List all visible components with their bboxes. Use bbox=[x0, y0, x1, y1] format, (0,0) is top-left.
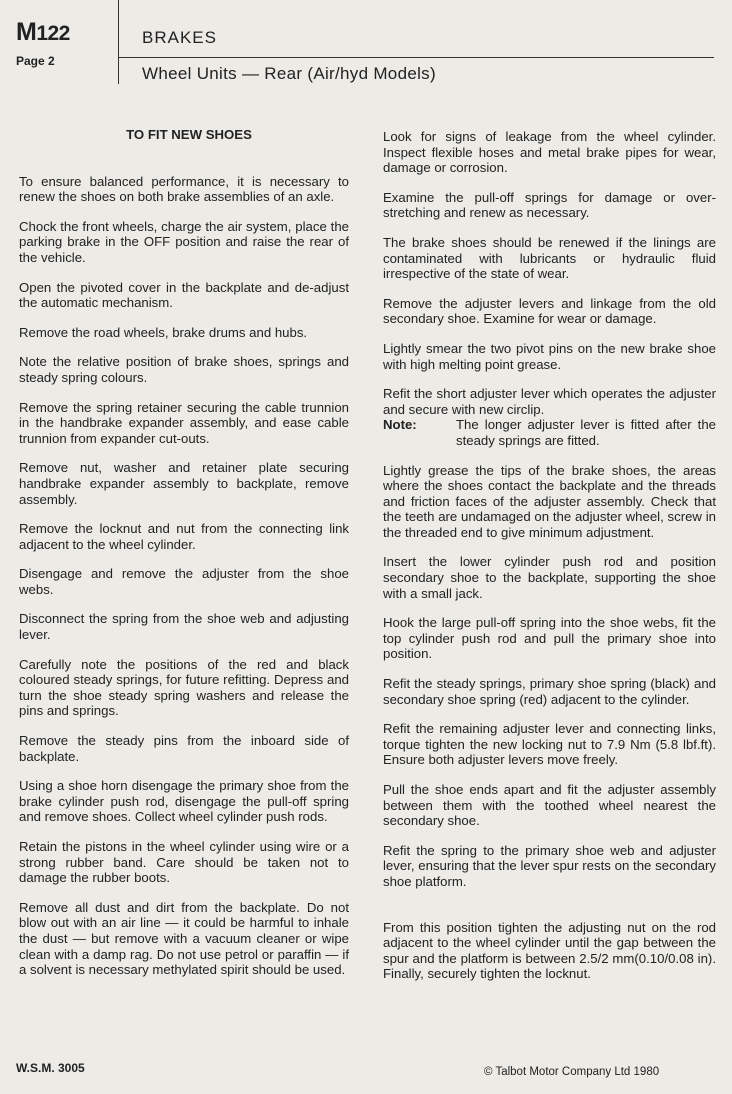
instruction-paragraph: Remove the spring retainer securing the cable trunnion in the handbrake expander assembly, and ease cable trunnion from expander cut-outs. bbox=[19, 399, 349, 446]
header-left-block bbox=[16, 18, 116, 68]
instruction-paragraph: Retain the pistons in the wheel cylinder using wire or a strong rubber band. Care should be taken not to damage the rubber boots. bbox=[19, 839, 349, 886]
instruction-paragraph: Refit the steady springs, primary shoe spring (black) and secondary shoe spring (red) adjacent to the cylinder. bbox=[383, 676, 716, 707]
instruction-paragraph: From this position tighten the adjusting nut on the rod adjacent to the wheel cylinder until the gap between the spur and the platform is between 2.5/2 mm(0.10/0.08 in). Finally, securely tighten the locknut. bbox=[383, 919, 716, 982]
instruction-paragraph: Examine the pull-off springs for damage or over-stretching and renew as necessary. bbox=[383, 189, 716, 221]
model-code bbox=[16, 18, 116, 48]
instruction-paragraph: Remove the adjuster levers and linkage from the old secondary shoe. Examine for wear or damage. bbox=[383, 295, 716, 327]
instruction-paragraph: Remove the steady pins from the inboard side of backplate. bbox=[19, 733, 349, 764]
instruction-paragraph: Chock the front wheels, charge the air system, place the parking brake in the OFF position and raise the rear of the vehicle. bbox=[19, 218, 349, 265]
manual-reference: W.S.M. 3005 bbox=[16, 1061, 85, 1075]
header-vertical-rule bbox=[118, 0, 119, 84]
instruction-paragraph: Remove the road wheels, brake drums and hubs. bbox=[19, 324, 308, 340]
instruction-paragraph: Remove nut, washer and retainer plate securing handbrake expander assembly to backplate, remove assembly. bbox=[19, 460, 349, 507]
instruction-paragraph: The brake shoes should be renewed if the linings are contaminated with lubricants or hydraulic fluid irrespective of the state of wear. bbox=[383, 234, 716, 282]
header-horizontal-rule bbox=[118, 57, 714, 58]
right-column bbox=[383, 129, 716, 996]
model-number: 122 bbox=[36, 22, 70, 45]
instruction-paragraph: Pull the shoe ends apart and fit the adjuster assembly between them with the toothed wheel nearest the secondary shoe. bbox=[383, 782, 716, 829]
note-text: The longer adjuster lever is fitted after the steady springs are fitted. bbox=[456, 417, 716, 448]
page-number: Page 2 bbox=[16, 54, 55, 68]
instruction-paragraph: Remove all dust and dirt from the backplate. Do not blow out with an air line — it could be harmful to inhale the dust — but remove with a vacuum cleaner or wipe clean with a damp rag. Do not use petrol or paraffin — if a solvent is necessary methylated spirit should be used. bbox=[19, 899, 349, 978]
procedure-heading: TO FIT NEW SHOES bbox=[126, 127, 252, 142]
instruction-paragraph: Look for signs of leakage from the wheel cylinder. Inspect flexible hoses and metal brake pipes for wear, damage or corrosion. bbox=[383, 129, 716, 176]
instruction-paragraph: Note the relative position of brake shoes, springs and steady spring colours. bbox=[19, 354, 349, 385]
left-column bbox=[19, 124, 349, 992]
note-block bbox=[383, 417, 716, 448]
instruction-paragraph: Hook the large pull-off spring into the shoe webs, fit the top cylinder push rod and pull the primary shoe into position. bbox=[383, 615, 716, 662]
instruction-paragraph: Disengage and remove the adjuster from the shoe webs. bbox=[19, 566, 349, 597]
section-title: BRAKES bbox=[142, 28, 217, 47]
instruction-paragraph: Lightly grease the tips of the brake shoes, the areas where the shoes contact the backplate and the threads and friction faces of the adjuster assembly. Check that the teeth are undamaged on the adjuster wheel, screw in the threaded end to give minimum adjustment. bbox=[383, 462, 716, 540]
instruction-paragraph: Open the pivoted cover in the backplate and de-adjust the automatic mechanism. bbox=[19, 279, 349, 311]
note-label: Note: bbox=[383, 417, 417, 433]
instruction-paragraph: Using a shoe horn disengage the primary shoe from the brake cylinder push rod, disengage the pull-off spring and remove shoes. Collect wheel cylinder push rods. bbox=[19, 778, 349, 825]
instruction-paragraph: Lightly smear the two pivot pins on the new brake shoe with high melting point grease. bbox=[383, 340, 716, 372]
section-subtitle: Wheel Units — Rear (Air/hyd Models) bbox=[142, 64, 436, 83]
instruction-paragraph: Disconnect the spring from the shoe web and adjusting lever. bbox=[19, 611, 349, 643]
instruction-paragraph: Refit the remaining adjuster lever and connecting links, torque tighten the new locking nut to 7.9 Nm (5.8 lbf.ft). Ensure both adjuster levers move freely. bbox=[383, 721, 716, 768]
instruction-paragraph: Refit the spring to the primary shoe web and adjuster lever, ensuring that the lever spur rests on the secondary shoe platform. bbox=[383, 842, 716, 889]
instruction-paragraph: Carefully note the positions of the red and black coloured steady springs, for future refitting. Depress and turn the shoe steady spring washers and release the pins and springs. bbox=[19, 656, 349, 719]
model-letter: M bbox=[16, 18, 37, 46]
instruction-paragraph: To ensure balanced performance, it is necessary to renew the shoes on both brake assemblies of an axle. bbox=[19, 173, 349, 205]
instruction-paragraph: Refit the short adjuster lever which operates the adjuster and secure with new circlip. bbox=[383, 386, 716, 417]
copyright-notice: © Talbot Motor Company Ltd 1980 bbox=[484, 1066, 660, 1078]
instruction-paragraph: Remove the locknut and nut from the connecting link adjacent to the wheel cylinder. bbox=[19, 521, 349, 552]
instruction-paragraph: Insert the lower cylinder push rod and position secondary shoe to the backplate, supporting the shoe with a small jack. bbox=[383, 554, 716, 601]
